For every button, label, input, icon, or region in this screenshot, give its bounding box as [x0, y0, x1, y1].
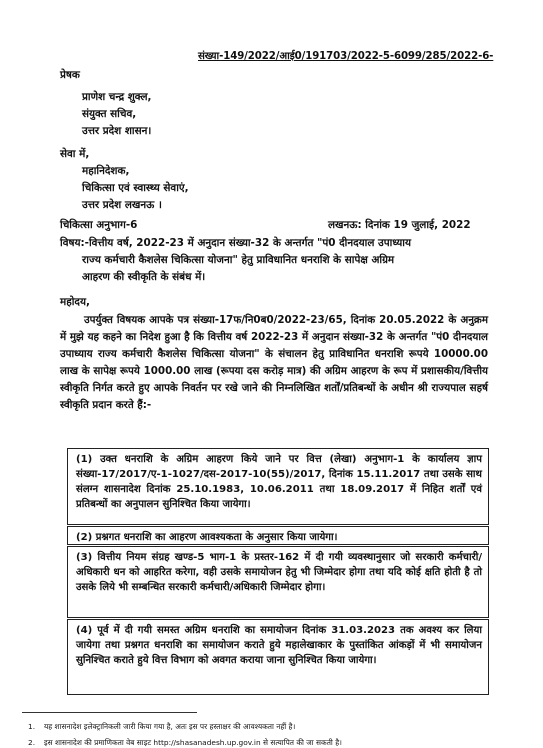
footnote-text: इस शासनादेश की प्रमाणिकता वेब साइट http://shasanadesh.up.gov.in से सत्यापित की जा सकती है। [44, 738, 342, 747]
footnote-number: 2. [28, 738, 36, 747]
sender-designation: संयुक्त सचिव, [82, 108, 137, 120]
sender-label: प्रेषक [60, 69, 80, 81]
footnote-text: यह शासनादेश इलेक्ट्रानिकली जारी किया गया है, अतः इस पर हस्ताक्षर की आवश्यकता नहीं है। [44, 722, 296, 731]
issue-date: लखनऊ: दिनांक 19 जुलाई, 2022 [328, 219, 471, 231]
condition-1 [67, 448, 489, 525]
subject-line-3: आहरण की स्वीकृति के संबंध में। [82, 271, 206, 283]
condition-2 [67, 526, 489, 545]
condition-text: उक्त धनराशि के अग्रिम आहरण किये जाने पर वित्त (लेखा) अनुभाग-1 के कार्यालय ज्ञाप संख्या-17/2017/ए-1-1027/दस-2017-10(55)/2017, दिनांक 15.11.2017 तथा उसके साथ संलग्न शासनादेश दिनांक 25.10.1983, 10.06.2011 तथा 18.09.2017 में निहित शर्तों एवं प्रतिबन्धों का अनुपालन सुनिश्चित किया जायेगा। [76, 454, 482, 510]
subject-line-2: राज्य कर्मचारी कैशलेस चिकित्सा योजना" हेतु प्राविधानित धनराशि के सापेक्ष अग्रिम [82, 254, 395, 266]
condition-3 [67, 546, 489, 618]
condition-text: पूर्व में दी गयी समस्त अग्रिम धनराशि का समायोजन दिनांक 31.03.2023 तक अवश्य कर लिया जायेगा तथा प्रश्नगत धनराशि का समायोजन कराते हुये महालेखाकार के पुस्तांकित आंकड़ों में भी समायोजन सुनिश्चित कराते हुये वित्त विभाग को अवगत कराया जाना सुनिश्चित किया जायेगा। [76, 625, 482, 666]
condition-text: प्रश्नगत धनराशि का आहरण आवश्यकता के अनुसार किया जायेगा। [95, 532, 338, 543]
footnote-divider [22, 712, 197, 713]
condition-number: (2) [76, 532, 93, 543]
salutation: महोदय, [60, 296, 90, 308]
subject-line-1: विषय:-वित्तीय वर्ष, 2022-23 में अनुदान संख्या-32 के अन्तर्गत "पं0 दीनदयाल उपाध्याय [60, 237, 411, 249]
recipient-city: उत्तर प्रदेश लखनऊ । [82, 199, 162, 211]
sender-office: उत्तर प्रदेश शासन। [82, 125, 152, 137]
recipient-label: सेवा में, [60, 148, 90, 160]
footnote-1 [28, 722, 295, 732]
recipient-department: चिकित्सा एवं स्वास्थ्य सेवाएं, [82, 182, 189, 194]
condition-text: वित्तीय नियम संग्रह खण्ड-5 भाग-1 के प्रस्तर-162 में दी गयी व्यवस्थानुसार जो सरकारी कर्मचारी/अधिकारी धन को आहरित करेगा, वही उसके समायोजन हेतु भी जिम्मेदार होगा तथा यदि कोई क्षति होती है तो उसके लिये भी सम्बन्धित सरकारी कर्मचारी/अधिकारी जिम्मेदार होगा। [76, 552, 482, 593]
reference-number: संख्या-149/2022/आई0/191703/2022-5-6099/285/2022-6- [198, 51, 494, 62]
sender-name: प्राणेश चन्द्र शुक्ल, [82, 91, 152, 103]
condition-number: (3) [76, 552, 93, 563]
body-paragraph: उपर्युक्त विषयक आपके पत्र संख्या-17फ/नि0ब0/2022-23/65, दिनांक 20.05.2022 के अनुक्रम में मुझे यह कहने का निदेश हुआ है कि वित्तीय वर्ष 2022-23 में अनुदान संख्या-32 के अन्तर्गत "पं0 दीनदयाल उपाध्याय राज्य कर्मचारी कैशलेस चिकित्सा योजना" के संचालन हेतु प्राविधानित धनराशि रूपये 10000.00 लाख के सापेक्ष रूपये 1000.00 लाख (रूपया दस करोड़ मात्र) की अग्रिम आहरण के रूप में प्रशासकीय/वित्तीय स्वीकृति निर्गत करते हुए आपके निवर्तन पर रखे जाने की निम्नलिखित शर्तों/प्रतिबन्धों के अधीन श्री राज्यपाल सहर्ष स्वीकृति प्रदान करते हैं:- [60, 314, 488, 411]
condition-number: (4) [76, 625, 93, 636]
footnote-number: 1. [28, 722, 36, 731]
recipient-name: महानिदेशक, [82, 165, 130, 177]
condition-4 [67, 619, 489, 695]
condition-number: (1) [76, 454, 93, 465]
section-name: चिकित्सा अनुभाग-6 [60, 219, 138, 231]
